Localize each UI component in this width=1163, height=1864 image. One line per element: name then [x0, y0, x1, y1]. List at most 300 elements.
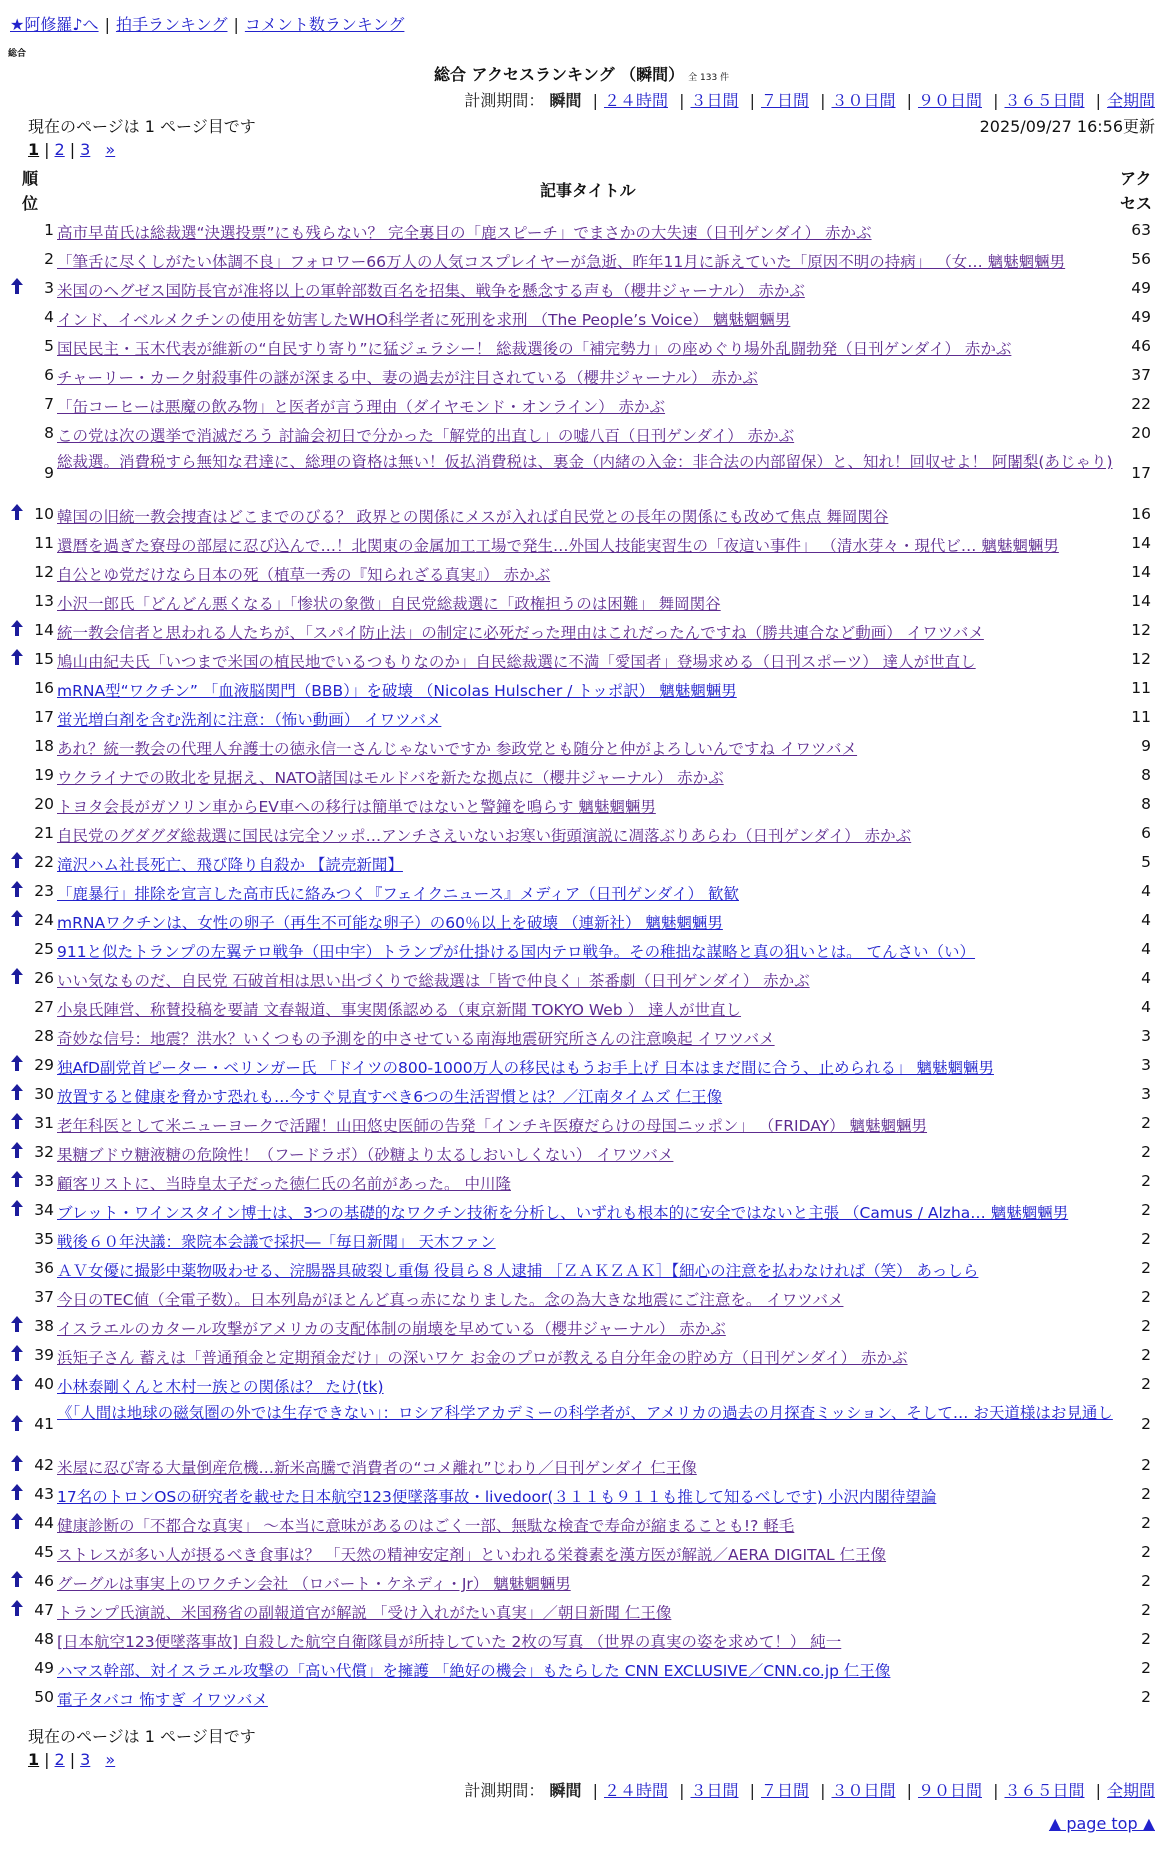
rank-number: 11	[34, 534, 54, 552]
article-link[interactable]: 「筆舌に尽くしがたい体調不良」フォロワー66万人の人気コスプレイヤーが急逝、昨年11月に訴えていた「原因不明の持病」 （女… 魑魅魍魎男	[57, 253, 1066, 271]
article-link[interactable]: 蛍光増白剤を含む洗剤に注意：（怖い動画） イワツバメ	[57, 711, 442, 729]
updated-timestamp: 2025/09/27 16:56更新	[979, 117, 1155, 136]
ranking-row	[0, 1481, 1163, 1510]
article-title-cell	[57, 534, 1122, 556]
access-count: 4	[1141, 911, 1151, 929]
rank-up-arrow-icon	[9, 880, 25, 898]
article-title-cell	[57, 366, 1122, 388]
article-link[interactable]: 総裁選。消費税すら無知な君達に、総理の資格は無い！仮払消費税は、裏金（内緒の入金：非合法の内部留保）と、知れ！回収せよ！ 阿闍梨(あじゃり)	[57, 453, 1113, 471]
article-title-cell	[57, 824, 1122, 846]
article-title-cell	[57, 708, 1122, 730]
article-link[interactable]: 「鹿暴行」排除を宣言した高市氏に絡みつく『フェイクニュース』メディア（日刊ゲンダイ） 歓歓	[57, 885, 739, 903]
rank-number: 35	[34, 1230, 54, 1248]
rank-number: 13	[34, 592, 54, 610]
rank-up-arrow-icon	[9, 1315, 25, 1333]
ranking-row	[0, 733, 1163, 762]
article-link[interactable]: 小泉氏陣営、称賛投稿を要請 文春報道、事実関係認める（東京新聞 TOKYO Web ） 達人が世直し	[57, 1001, 742, 1019]
article-title-cell	[57, 1630, 1122, 1652]
article-link[interactable]: 韓国の旧統一教会捜査はどこまでのびる？ 政界との関係にメスが入れば自民党との長年の関係にも改めて焦点 舞岡関谷	[57, 508, 889, 526]
access-count: 46	[1131, 337, 1151, 355]
article-link[interactable]: 放置すると健康を脅かす恐れも…今すぐ見直すべき6つの生活習慣とは？／江南タイムズ 仁王像	[57, 1088, 723, 1106]
nav-separator: |	[233, 15, 239, 34]
pager-next[interactable]: »	[105, 140, 116, 159]
article-link[interactable]: 小沢一郎氏「どんどん悪くなる」「惨状の象徴」自民党総裁選に「政権担うのは困難」 舞岡関谷	[57, 595, 721, 613]
rank-number: 16	[34, 679, 54, 697]
rank-number: 24	[34, 911, 54, 929]
access-count: 2	[1141, 1259, 1151, 1277]
access-count: 14	[1131, 563, 1151, 581]
article-link[interactable]: 顧客リストに、当時皇太子だった徳仁氏の名前があった。 中川隆	[57, 1175, 511, 1193]
ranking-row	[0, 449, 1163, 501]
article-link[interactable]: 自公とゆ党だけなら日本の死（植草一秀の『知られざる真実』） 赤かぶ	[57, 566, 551, 584]
ranking-row	[0, 1023, 1163, 1052]
article-title-cell	[57, 1456, 1122, 1478]
article-title-cell	[57, 1317, 1122, 1339]
page-top-link-wrap	[1049, 1814, 1155, 1833]
article-title-cell	[57, 250, 1122, 272]
article-title-cell	[57, 505, 1122, 527]
period-90d-link[interactable]: ９０日間	[917, 91, 982, 110]
access-count: 4	[1141, 969, 1151, 987]
rank-number: 21	[34, 824, 54, 842]
article-link[interactable]: 還暦を過ぎた寮母の部屋に忍び込んで…！北関東の金属加工工場で発生…外国人技能実習生の「夜這い事件」 （清水芽々・現代ビ… 魑魅魍魎男	[57, 537, 1059, 555]
article-link[interactable]: mRNA型“ワクチン” 「血液脳関門（BBB）」を破壊 （Nicolas Hulscher / トッポ訳） 魑魅魍魎男	[57, 682, 737, 700]
pager-page-3[interactable]: 3	[80, 140, 91, 159]
article-link[interactable]: 米屋に忍び寄る大量倒産危機…新米高騰で消費者の“コメ離れ”じわり／日刊ゲンダイ 仁王像	[57, 1459, 697, 1477]
article-link[interactable]: 鳩山由紀夫氏「いつまで米国の植民地でいるつもりなのか」自民総裁選に不満「愛国者」登場求める（日刊スポーツ） 達人が世直し	[57, 653, 976, 671]
pager-page-3[interactable]: 3	[80, 1750, 91, 1769]
article-title-cell	[57, 1085, 1122, 1107]
ranking-row	[0, 965, 1163, 994]
rank-up-arrow-icon	[9, 909, 25, 927]
ranking-row	[0, 907, 1163, 936]
ranking-row	[0, 1510, 1163, 1539]
article-title-cell	[57, 1056, 1122, 1078]
access-count: 3	[1141, 1085, 1151, 1103]
article-link[interactable]: チャーリー・カーク射殺事件の謎が深まる中、妻の過去が注目されている（櫻井ジャーナル） 赤かぶ	[57, 369, 758, 387]
article-link[interactable]: 果糖ブドウ糖液糖の危険性！（フードラボ）（砂糖より太るしおいしくない） イワツバメ	[57, 1146, 674, 1164]
access-count: 2	[1141, 1572, 1151, 1590]
article-link[interactable]: 小林泰剛くんと木村一族との関係は？ たけ(tk)	[57, 1378, 384, 1396]
rank-number: 41	[34, 1415, 54, 1433]
access-count: 5	[1141, 853, 1151, 871]
period-24h-link[interactable]: ２４時間	[603, 91, 668, 110]
rank-up-arrow-icon	[9, 1454, 25, 1472]
rank-up-arrow-icon	[9, 503, 25, 521]
access-count: 2	[1141, 1456, 1151, 1474]
article-title-cell	[57, 563, 1122, 585]
rank-number: 15	[34, 650, 54, 668]
ranking-row	[0, 1110, 1163, 1139]
access-count: 2	[1141, 1201, 1151, 1219]
access-count: 20	[1131, 424, 1151, 442]
rank-up-arrow-icon	[9, 1054, 25, 1072]
access-count: 2	[1141, 1688, 1151, 1706]
article-link[interactable]: グーグルは事実上のワクチン会社 （ロバート・ケネディ・Jr） 魑魅魍魎男	[57, 1575, 571, 1593]
period-selector-bottom: 計測期間： 瞬間 | ２４時間 | ３日間 | ７日間 | ３０日間 | ９０日間 | ３６５日間 | 全期間	[464, 1781, 1155, 1800]
rank-number: 34	[34, 1201, 54, 1219]
article-title-cell	[57, 940, 1122, 962]
ranking-row	[0, 420, 1163, 449]
article-link[interactable]: 今日のTEC値（全電子数）。日本列島がほとんど真っ赤になりました。念の為大きな地震にご注意を。 イワツバメ	[57, 1291, 844, 1309]
article-link[interactable]: 17名のトロンOSの研究者を載せた日本航空123便墜落事故・livedoor(３１１も９１１も推して知るべしです) 小沢内閣待望論	[57, 1488, 937, 1506]
ranking-row	[0, 791, 1163, 820]
article-link[interactable]: 滝沢ハム社長死亡、飛び降り自殺か 【読売新聞】	[57, 856, 403, 874]
ranking-row	[0, 704, 1163, 733]
article-link[interactable]: 米国のヘグゼス国防長官が准将以上の軍幹部数百名を招集、戦争を懸念する声も（櫻井ジャーナル） 赤かぶ	[57, 282, 805, 300]
rank-up-arrow-icon	[9, 1083, 25, 1101]
ranking-row	[0, 1452, 1163, 1481]
rank-number: 28	[34, 1027, 54, 1045]
access-count: 8	[1141, 795, 1151, 813]
article-title-cell	[57, 279, 1122, 301]
period-all-link[interactable]: 全期間	[1106, 1781, 1155, 1800]
access-count: 17	[1131, 464, 1151, 482]
pager-current: 1	[28, 1750, 40, 1769]
rank-up-arrow-icon	[9, 1199, 25, 1217]
rank-up-arrow-icon	[9, 1373, 25, 1391]
ranking-row	[0, 588, 1163, 617]
column-header-title: 記事タイトル	[540, 181, 636, 200]
article-link[interactable]: 奇妙な信号：地震？洪水？いくつもの予測を的中させている南海地震研究所さんの注意喚起 イワツバメ	[57, 1030, 775, 1048]
article-link[interactable]: 国民民主・玉木代表が維新の“自民すり寄り”に猛ジェラシー！ 総裁選後の「補完勢力」の座めぐり場外乱闘勃発（日刊ゲンダイ） 赤かぶ	[57, 340, 1012, 358]
rank-number: 39	[34, 1346, 54, 1364]
ranking-row	[0, 1400, 1163, 1452]
rank-number: 20	[34, 795, 54, 813]
page-status: 現在のページは 1 ページ目です	[28, 117, 256, 136]
ranking-row	[0, 675, 1163, 704]
ranking-title-main: 総合 アクセスランキング （瞬間）	[433, 65, 685, 84]
rank-up-arrow-icon	[9, 1112, 25, 1130]
access-count: 2	[1141, 1543, 1151, 1561]
period-24h-link[interactable]: ２４時間	[603, 1781, 668, 1800]
article-title-cell	[57, 451, 1122, 474]
access-count: 4	[1141, 998, 1151, 1016]
article-link[interactable]: イスラエルのカタール攻撃がアメリカの支配体制の崩壊を早めている（櫻井ジャーナル） 赤かぶ	[57, 1320, 726, 1338]
rank-number: 49	[34, 1659, 54, 1677]
ranking-row	[0, 1313, 1163, 1342]
period-selector-top: 計測期間： 瞬間 | ２４時間 | ３日間 | ７日間 | ３０日間 | ９０日間 | ３６５日間 | 全期間	[464, 91, 1155, 110]
article-title-cell	[57, 395, 1122, 417]
period-30d-link[interactable]: ３０日間	[831, 1781, 896, 1800]
rank-number: 17	[34, 708, 54, 726]
ranking-row	[0, 1568, 1163, 1597]
article-title-cell	[57, 621, 1122, 643]
ranking-row	[0, 1081, 1163, 1110]
ranking-row	[0, 1655, 1163, 1684]
article-link[interactable]: 911と似たトランプの左翼テロ戦争（田中宇）トランプが仕掛ける国内テロ戦争。その稚拙な謀略と真の狙いとは。 てんさい（い）	[57, 943, 976, 961]
pager-bottom: 1 | 2 | 3 »	[28, 1750, 116, 1769]
ranking-row	[0, 1139, 1163, 1168]
article-link[interactable]: 自民党のグダグダ総裁選に国民は完全ソッポ…アンチさえいないお寒い街頭演説に凋落ぶりあらわ（日刊ゲンダイ） 赤かぶ	[57, 827, 912, 845]
period-365d-link[interactable]: ３６５日間	[1004, 1781, 1085, 1800]
rank-number: 6	[44, 366, 54, 384]
access-count: 2	[1141, 1346, 1151, 1364]
ranking-row	[0, 1255, 1163, 1284]
article-link[interactable]: 健康診断の「不都合な真実」 ～本当に意味があるのはごく一部、無駄な検査で寿命が縮まることも!? 軽毛	[57, 1517, 795, 1535]
article-link[interactable]: いい気なものだ、自民党 石破首相は思い出づくりで総裁選は「皆で仲良く」茶番劇（日刊ゲンダイ） 赤かぶ	[57, 972, 810, 990]
access-count: 2	[1141, 1375, 1151, 1393]
rank-number: 30	[34, 1085, 54, 1103]
article-title-cell	[57, 1659, 1122, 1681]
rank-up-arrow-icon	[9, 1512, 25, 1530]
ranking-row	[0, 646, 1163, 675]
period-current: 瞬間	[549, 91, 582, 110]
ranking-row	[0, 1371, 1163, 1400]
article-title-cell	[57, 221, 1122, 243]
access-count: 12	[1131, 650, 1151, 668]
access-count: 37	[1131, 366, 1151, 384]
period-90d-link[interactable]: ９０日間	[917, 1781, 982, 1800]
rank-number: 12	[34, 563, 54, 581]
access-count: 2	[1141, 1601, 1151, 1619]
article-link[interactable]: [日本航空123便墜落事故] 自殺した航空自衛隊員が所持していた 2枚の写真 （世界の真実の姿を求めて！） 純一	[57, 1633, 842, 1651]
article-link[interactable]: ウクライナでの敗北を見据え、NATO諸国はモルドバを新たな拠点に（櫻井ジャーナル） 赤かぶ	[57, 769, 724, 787]
article-link[interactable]: あれ？統一教会の代理人弁護士の徳永信一さんじゃないですか 参政党とも随分と仲がよろしいんですね イワツバメ	[57, 740, 858, 758]
article-title-cell	[57, 1172, 1122, 1194]
access-count: 14	[1131, 592, 1151, 610]
rank-number: 1	[44, 221, 54, 239]
access-count: 2	[1141, 1114, 1151, 1132]
rank-number: 40	[34, 1375, 54, 1393]
ranking-title	[0, 62, 1163, 85]
article-link[interactable]: ＡＶ女優に撮影中薬物吸わせる、浣腸器具破裂し重傷 役員ら８人逮捕 ［ＺＡＫＺＡＫ］【細心の注意を払わなければ（笑） あっしら	[57, 1262, 979, 1280]
rank-number: 31	[34, 1114, 54, 1132]
rank-number: 7	[44, 395, 54, 413]
article-title-cell	[57, 1288, 1122, 1310]
access-count: 12	[1131, 621, 1151, 639]
article-title-cell	[57, 766, 1122, 788]
page-top-link[interactable]: ▲ page top ▲	[1048, 1814, 1155, 1833]
rank-up-arrow-icon	[9, 1414, 25, 1432]
rank-number: 14	[34, 621, 54, 639]
access-count: 11	[1131, 679, 1151, 697]
article-title-cell	[57, 1514, 1122, 1536]
period-7d-link[interactable]: ７日間	[760, 91, 809, 110]
article-title-cell	[57, 737, 1122, 759]
article-link[interactable]: トヨタ会長がガソリン車からEV車への移行は簡単ではないと警鐘を鳴らす 魑魅魍魎男	[57, 798, 656, 816]
article-title-cell	[57, 853, 1122, 875]
rank-number: 38	[34, 1317, 54, 1335]
rank-number: 29	[34, 1056, 54, 1074]
article-link[interactable]: この党は次の選挙で消滅だろう 討論会初日で分かった「解党的出直し」の嘘八百（日刊ゲンダイ） 赤かぶ	[57, 427, 795, 445]
page-status-bottom: 現在のページは 1 ページ目です	[28, 1727, 256, 1746]
article-link[interactable]: トランプ氏演説、米国務省の副報道官が解説 「受け入れがたい真実」／朝日新聞 仁王像	[57, 1604, 672, 1622]
rank-number: 5	[44, 337, 54, 355]
period-3d-link[interactable]: ３日間	[690, 1781, 739, 1800]
period-label: 計測期間：	[464, 1781, 545, 1800]
comment-ranking-link[interactable]: コメント数ランキング	[244, 15, 405, 34]
clap-ranking-link[interactable]: 拍手ランキング	[115, 15, 228, 34]
article-title-cell	[57, 1572, 1122, 1594]
access-count: 3	[1141, 1056, 1151, 1074]
article-link[interactable]: mRNAワクチンは、女性の卵子（再生不可能な卵子）の60％以上を破壊 （連新社） 魑魅魍魎男	[57, 914, 723, 932]
ranking-row	[0, 936, 1163, 965]
ranking-row	[0, 762, 1163, 791]
article-title-cell	[57, 424, 1122, 446]
rank-number: 10	[34, 505, 54, 523]
asura-home-link[interactable]: ★阿修羅♪へ	[10, 15, 99, 34]
article-title-cell	[57, 1114, 1122, 1136]
pager-next[interactable]: »	[105, 1750, 116, 1769]
rank-up-arrow-icon	[9, 277, 25, 295]
period-7d-link[interactable]: ７日間	[760, 1781, 809, 1800]
ranking-row	[0, 391, 1163, 420]
rank-up-arrow-icon	[9, 1141, 25, 1159]
article-title-cell	[57, 1346, 1122, 1368]
ranking-row	[0, 1197, 1163, 1226]
ranking-row	[0, 1539, 1163, 1568]
ranking-row	[0, 1052, 1163, 1081]
rank-number: 2	[44, 250, 54, 268]
ranking-row	[0, 878, 1163, 907]
article-link[interactable]: インド、イベルメクチンの使用を妨害したWHO科学者に死刑を求刑 （The People’s Voice） 魑魅魍魎男	[57, 311, 791, 329]
article-link[interactable]: ハマス幹部、対イスラエル攻撃の「高い代償」を擁護 「絶好の機会」もたらした CNN EXCLUSIVE／CNN.co.jp 仁王像	[57, 1662, 891, 1680]
rank-number: 36	[34, 1259, 54, 1277]
access-count: 4	[1141, 940, 1151, 958]
article-title-cell	[57, 1143, 1122, 1165]
access-count: 2	[1141, 1485, 1151, 1503]
rank-number: 46	[34, 1572, 54, 1590]
nav-separator: |	[104, 15, 110, 34]
access-count: 2	[1141, 1415, 1151, 1433]
article-title-cell	[57, 1259, 1122, 1281]
period-all-link[interactable]: 全期間	[1106, 91, 1155, 110]
rank-number: 18	[34, 737, 54, 755]
ranking-row	[0, 1226, 1163, 1255]
access-count: 2	[1141, 1172, 1151, 1190]
ranking-row	[0, 994, 1163, 1023]
rank-number: 50	[34, 1688, 54, 1706]
article-title-cell	[57, 592, 1122, 614]
article-title-cell	[57, 1601, 1122, 1623]
access-count: 14	[1131, 534, 1151, 552]
rank-number: 45	[34, 1543, 54, 1561]
rank-number: 42	[34, 1456, 54, 1474]
ranking-row	[0, 1684, 1163, 1713]
access-count: 2	[1141, 1317, 1151, 1335]
article-link[interactable]: ブレット・ワインスタイン博士は、3つの基礎的なワクチン技術を分析し、いずれも根本的に安全ではないと主張 （Camus / Alzha… 魑魅魍魎男	[57, 1204, 1069, 1222]
rank-number: 37	[34, 1288, 54, 1306]
rank-up-arrow-icon	[9, 1570, 25, 1588]
article-link[interactable]: 「缶コーヒーは悪魔の飲み物」と医者が言う理由（ダイヤモンド・オンライン） 赤かぶ	[57, 398, 666, 416]
access-count: 2	[1141, 1143, 1151, 1161]
ranking-row	[0, 617, 1163, 646]
ranking-row	[0, 849, 1163, 878]
article-link[interactable]: 統一教会信者と思われる人たちが、「スパイ防止法」の制定に必死だった理由はこれだったんですね（勝共連合など動画） イワツバメ	[57, 624, 984, 642]
article-title-cell	[57, 308, 1122, 330]
access-count: 63	[1131, 221, 1151, 239]
article-link[interactable]: 老年科医として米ニューヨークで活躍！山田悠史医師の告発「インチキ医療だらけの母国ニッポン」 （FRIDAY） 魑魅魍魎男	[57, 1117, 928, 1135]
access-count: 2	[1141, 1514, 1151, 1532]
rank-number: 9	[44, 464, 54, 482]
article-title-cell	[57, 679, 1122, 701]
article-title-cell	[57, 882, 1122, 904]
access-count: 9	[1141, 737, 1151, 755]
rank-number: 3	[44, 279, 54, 297]
rank-number: 8	[44, 424, 54, 442]
access-count: 2	[1141, 1230, 1151, 1248]
access-count: 49	[1131, 308, 1151, 326]
article-link[interactable]: 戦後６０年決議：衆院本会議で採択―「毎日新聞」 天木ファン	[57, 1233, 496, 1251]
ranking-row	[0, 501, 1163, 530]
article-link[interactable]: 高市早苗氏は総裁選“決選投票”にも残らない？ 完全裏目の「鹿スピーチ」でまさかの大失速（日刊ゲンダイ） 赤かぶ	[57, 224, 872, 242]
period-365d-link[interactable]: ３６５日間	[1004, 91, 1085, 110]
pager-page-2[interactable]: 2	[54, 1750, 65, 1769]
pager-top: 1 | 2 | 3 »	[28, 140, 116, 159]
access-count: 49	[1131, 279, 1151, 297]
period-30d-link[interactable]: ３０日間	[831, 91, 896, 110]
article-title-cell	[57, 795, 1122, 817]
rank-number: 25	[34, 940, 54, 958]
access-count: 2	[1141, 1659, 1151, 1677]
rank-number: 26	[34, 969, 54, 987]
period-3d-link[interactable]: ３日間	[690, 91, 739, 110]
ranking-row	[0, 217, 1163, 246]
article-title-cell	[57, 1485, 1122, 1507]
access-count: 4	[1141, 882, 1151, 900]
article-title-cell	[57, 337, 1122, 359]
access-count: 56	[1131, 250, 1151, 268]
access-count: 11	[1131, 708, 1151, 726]
ranking-row	[0, 333, 1163, 362]
article-title-cell	[57, 969, 1122, 991]
rank-up-arrow-icon	[9, 648, 25, 666]
article-link[interactable]: ストレスが多い人が摂るべき食事は？ 「天然の精神安定剤」といわれる栄養素を漢方医が解説／AERA DIGITAL 仁王像	[57, 1546, 887, 1564]
rank-up-arrow-icon	[9, 1599, 25, 1617]
article-title-cell	[57, 1027, 1122, 1049]
access-count: 2	[1141, 1630, 1151, 1648]
ranking-row	[0, 1597, 1163, 1626]
article-link[interactable]: 《「人間は地球の磁気圏の外では生存できない」：ロシア科学アカデミーの科学者が、アメリカの過去の月探査ミッション、そして… お天道様はお見通し	[57, 1404, 1113, 1422]
rank-number: 22	[34, 853, 54, 871]
rank-number: 32	[34, 1143, 54, 1161]
rank-up-arrow-icon	[9, 1344, 25, 1362]
rank-number: 43	[34, 1485, 54, 1503]
article-title-cell	[57, 1201, 1122, 1223]
ranking-row	[0, 1626, 1163, 1655]
ranking-row	[0, 559, 1163, 588]
category-label: 総合	[8, 49, 27, 59]
article-title-cell	[57, 1688, 1122, 1710]
period-current: 瞬間	[549, 1781, 582, 1800]
period-label: 計測期間：	[464, 91, 545, 110]
pager-page-2[interactable]: 2	[54, 140, 65, 159]
rank-number: 33	[34, 1172, 54, 1190]
ranking-row	[0, 304, 1163, 333]
ranking-row	[0, 820, 1163, 849]
top-nav	[10, 12, 404, 35]
rank-number: 48	[34, 1630, 54, 1648]
ranking-row	[0, 275, 1163, 304]
column-header-rank: 順位	[22, 169, 39, 213]
article-link[interactable]: 独AfD副党首ピーター・ベリンガー氏 「ドイツの800-1000万人の移民はもうお手上げ 日本はまだ間に合う、止められる」 魑魅魍魎男	[57, 1059, 994, 1077]
article-title-cell	[57, 650, 1122, 672]
access-count: 16	[1131, 505, 1151, 523]
pager-current: 1	[28, 140, 40, 159]
article-link[interactable]: 電子タバコ 怖すぎ イワツバメ	[57, 1691, 268, 1709]
rank-up-arrow-icon	[9, 967, 25, 985]
rank-up-arrow-icon	[9, 619, 25, 637]
rank-number: 27	[34, 998, 54, 1016]
article-title-cell	[57, 911, 1122, 933]
article-link[interactable]: 浜矩子さん 蓄えは「普通預金と定期預金だけ」の深いワケ お金のプロが教える自分年金の貯め方（日刊ゲンダイ） 赤かぶ	[57, 1349, 908, 1367]
article-count: 全 133 件	[688, 73, 730, 83]
rank-up-arrow-icon	[9, 1483, 25, 1501]
ranking-row	[0, 530, 1163, 559]
ranking-row	[0, 246, 1163, 275]
access-count: 22	[1131, 395, 1151, 413]
